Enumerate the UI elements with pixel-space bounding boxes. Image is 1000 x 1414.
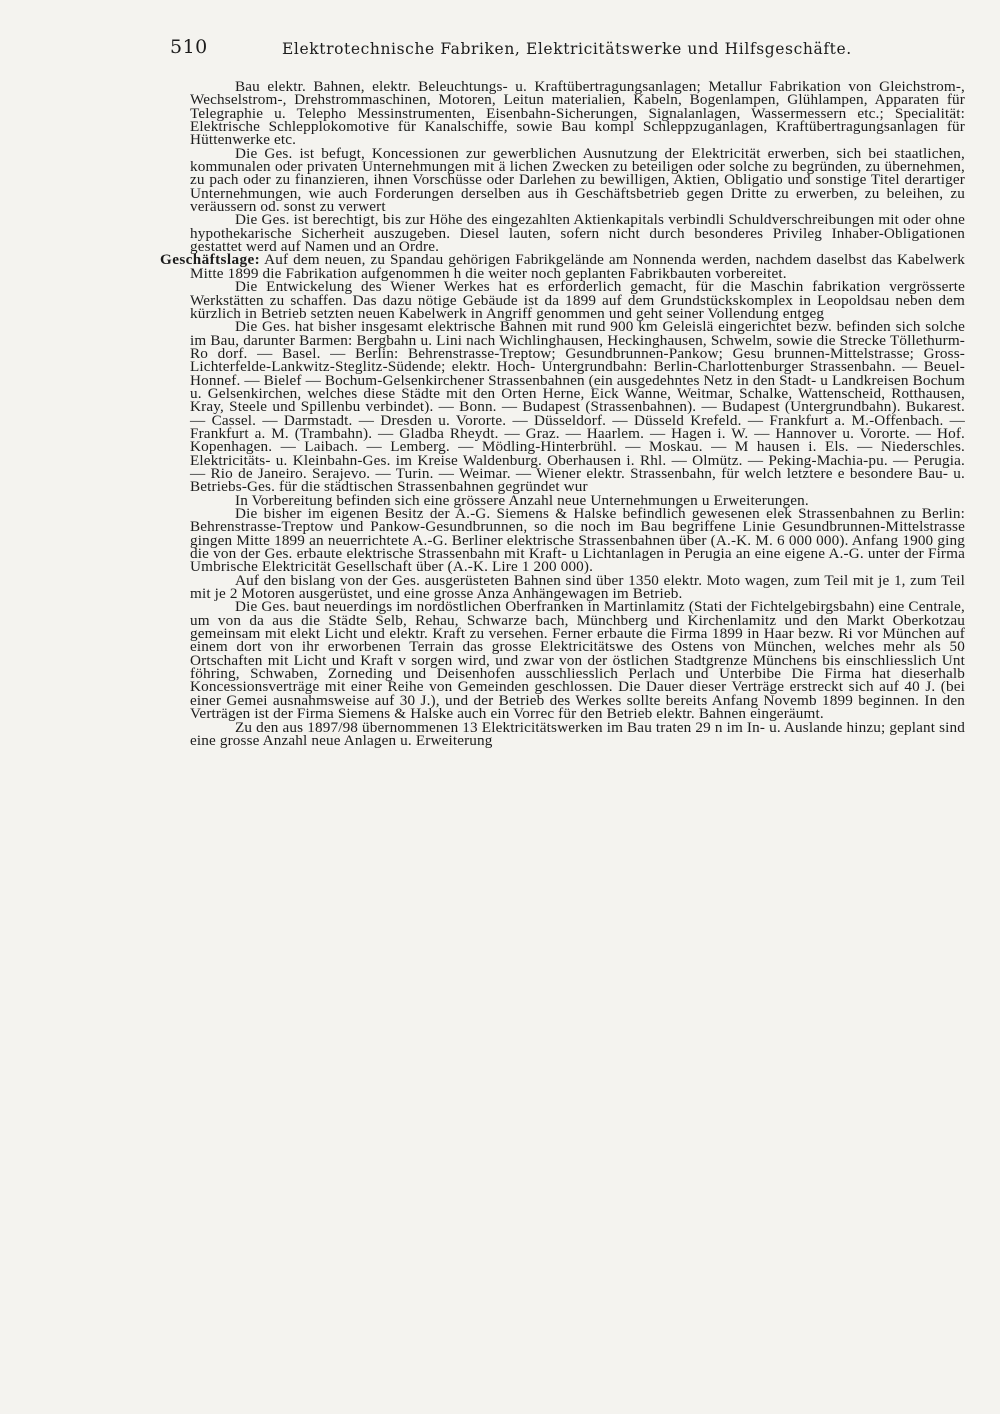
paragraph: Bau elektr. Bahnen, elektr. Beleuchtungs- u. Kraftübertragungsanlagen; Metallur Fabrikation von Gleichstrom-, Wechselstrom-, Drehstrommaschinen, Motoren, Leitun materialien, Kabeln, Bogenlampen, Glühlampen, Apparaten für Telegraphie u. Telepho Messinstrumenten, Eisenbahn-Sicherungen, Signalanlagen, Wassermessern etc.; Specialität: Elektrische Schlepplokomotive für Kanalschiffe, sowie Bau kompl Schleppzuganlagen, Kraftübertragungsanlagen für Hüttenwerke etc. xyxy=(190,78,965,149)
paragraph: Die bisher im eigenen Besitz der A.-G. Siemens & Halske befindlich gewesenen elek Strassenbahnen zu Berlin: Behrenstrasse-Treptow und Pankow-Gesundbrunnen, so die noch im Bau begriffene Linie Gesundbrunnen-Mittelstrasse gingen Mitte 1899 an neuerrichtete A.-G. Berliner elektrische Strassenbahnen über (A.-K. M. 6 000 000). Anfang 1900 ging die von der Ges. erbaute elektrische Strassenbahn mit Kraft- u Lichtanlagen in Perugia an eine eigene A.-G. unter der Firma Umbrische Elektricität Gesellschaft über (A.-K. Lire 1 200 000). xyxy=(190,505,965,576)
paragraph: Auf den bislang von der Ges. ausgerüsteten Bahnen sind über 1350 elektr. Moto wagen, zum Teil mit je 1, zum Teil mit je 2 Motoren ausgerüstet, und eine grosse Anza Anhängewagen im Betrieb. xyxy=(190,571,965,603)
section-lead: Geschäftslage: xyxy=(160,251,261,269)
page-header xyxy=(170,36,870,66)
paragraph: In Vorbereitung befinden sich eine grössere Anzahl neue Unternehmungen u Erweiterungen. xyxy=(235,491,809,509)
paragraph xyxy=(160,253,965,280)
paragraph: Die Ges. baut neuerdings im nordöstlichen Oberfranken in Martinlamitz (Stati der Fichtelgebirgsbahn) eine Centrale, um von da aus die Städte Selb, Rehau, Schwarze bach, Münchberg und Kirchenlamitz und den Markt Oberkotzau gemeinsam mit elekt Licht und elektr. Kraft zu versehen. Ferner erbaute die Firma 1899 in Haar bezw. Ri vor München auf einem dort von ihr erworbenen Terrain das grosse Elektricitätswe des Ostens von München, welches mehr als 50 Ortschaften mit Licht und Kraft v sorgen wird, und zwar von der östlichen Stadtgrenze Münchens bis einschliesslich Unt föhring, Schwaben, Zorneding und Deisenhofen ausschliesslich Perlach und Unterbibe Die Firma hat dieserhalb Koncessionsverträge mit einer Reihe von Gemeinden geschlossen. Die Dauer dieser Verträge erstreckt sich auf 40 J. (bei einer Gemei ausnahmsweise auf 30 J.), und der Betrieb des Werkes sollte bereits Anfang Novemb 1899 beginnen. In den Verträgen ist der Firma Siemens & Halske auch ein Vorrec für den Betrieb elektr. Bahnen eingeräumt. xyxy=(190,598,965,723)
page-number: 510 xyxy=(170,36,208,58)
paragraph: Die Ges. ist befugt, Koncessionen zur gewerblichen Ausnutzung der Elektricität erwerben, sich bei staatlichen, kommunalen oder privaten Unternehmungen mit ä lichen Zwecken zu beteiligen oder solche zu begründen, zu übernehmen, zu pach oder zu finanzieren, ihnen Vorschüsse oder Darlehen zu bewilligen, Aktien, Obligatio und sonstige Titel derartiger Unternehmungen, wie auch Forderungen derselben aus ih Geschäftsbetrieb gegen Dritte zu erwerben, zu beleihen, zu veräussern od. sonst zu verwert xyxy=(190,144,965,216)
paragraph: Zu den aus 1897/98 übernommenen 13 Elektricitätswerken im Bau traten 29 n im In- u. Auslande hinzu; geplant sind eine grosse Anzahl neue Anlagen u. Erweiterung xyxy=(190,718,965,749)
paragraph: Die Entwickelung des Wiener Werkes hat es erforderlich gemacht, für die Maschin fabrikation vergrösserte Werkstätten zu schaffen. Das dazu nötige Gebäude ist da 1899 auf dem Grundstückskomplex in Leopoldsau neben dem kürzlich in Betrieb setzten neuen Kabelwerk in Angriff genommen und geht seiner Vollendung entgeg xyxy=(190,278,965,322)
paragraph: Die Ges. ist berechtigt, bis zur Höhe des eingezahlten Aktienkapitals verbindli Schuldverschreibungen mit oder ohne hypothekarische Sicherheit auszugeben. Diesel lauten, sofern nicht durch besonderes Privileg Inhaber-Obligationen gestattet werd auf Namen und an Ordre. xyxy=(190,211,965,256)
paragraph-text: Auf dem neuen, zu Spandau gehörigen Fabrikgelände am Nonnenda werden, nachdem daselbst das Kabelwerk Mitte 1899 die Fabrikation aufgenommen h die weiter noch geplanten Fabrikbauten vorbereitet. xyxy=(190,251,965,282)
paragraph: Die Ges. hat bisher insgesamt elektrische Bahnen mit rund 900 km Geleislä eingerichtet bezw. befinden sich solche im Bau, darunter Barmen: Bergbahn u. Lini nach Wichlinghausen, Heckinghausen, Schwelm, sowie die Strecke Töllethurm-Ro dorf. — Basel. — Berlin: Behrenstrasse-Treptow; Gesundbrunnen-Pankow; Gesu brunnen-Mittelstrasse; Gross-Lichterfelde-Lankwitz-Steglitz-Südende; elektr. Hoch- Untergrundbahn: Berlin-Charlottenburger Strassenbahn. — Beuel-Honnef. — Bielef — Bochum-Gelsenkirchener Strassenbahnen (ein ausgedehntes Netz in den Stadt- u Landkreisen Bochum u. Gelsenkirchen, welches diese Städte mit den Orten Herne, Eick Wanne, Weitmar, Schalke, Wattenscheid, Rotthausen, Kray, Steele und Spillenbu verbindet). — Bonn. — Budapest (Strassenbahnen). — Budapest (Untergrundbahn). Bukarest. — Cassel. — Darmstadt. — Dresden u. Vororte. — Düsseldorf. — Düsseld Krefeld. — Frankfurt a. M.-Offenbach. — Frankfurt a. M. (Trambahn). — Gladba Rheydt. — Graz. — Haarlem. — Hagen i. W. — Hannover u. Vororte. — Hof. Kopenhagen. — Laibach. — Lemberg. — Mödling-Hinterbrühl. — Moskau. — M hausen i. Els. — Niederschles. Elektricitäts- u. Kleinbahn-Ges. im Kreise Waldenburg. Oberhausen i. Rhl. — Olmütz. — Peking-Machia-pu. — Perugia. — Rio de Janeiro. Serajevo. — Turin. — Weimar. — Wiener elektr. Strassenbahn, für welch letztere e besondere Bau- u. Betriebs-Ges. für die städtischen Strassenbahnen gegründet wur xyxy=(190,318,965,496)
running-title: Elektrotechnische Fabriken, Elektricitätswerke und Hilfsgeschäfte. xyxy=(282,40,852,58)
body-text xyxy=(160,80,965,747)
